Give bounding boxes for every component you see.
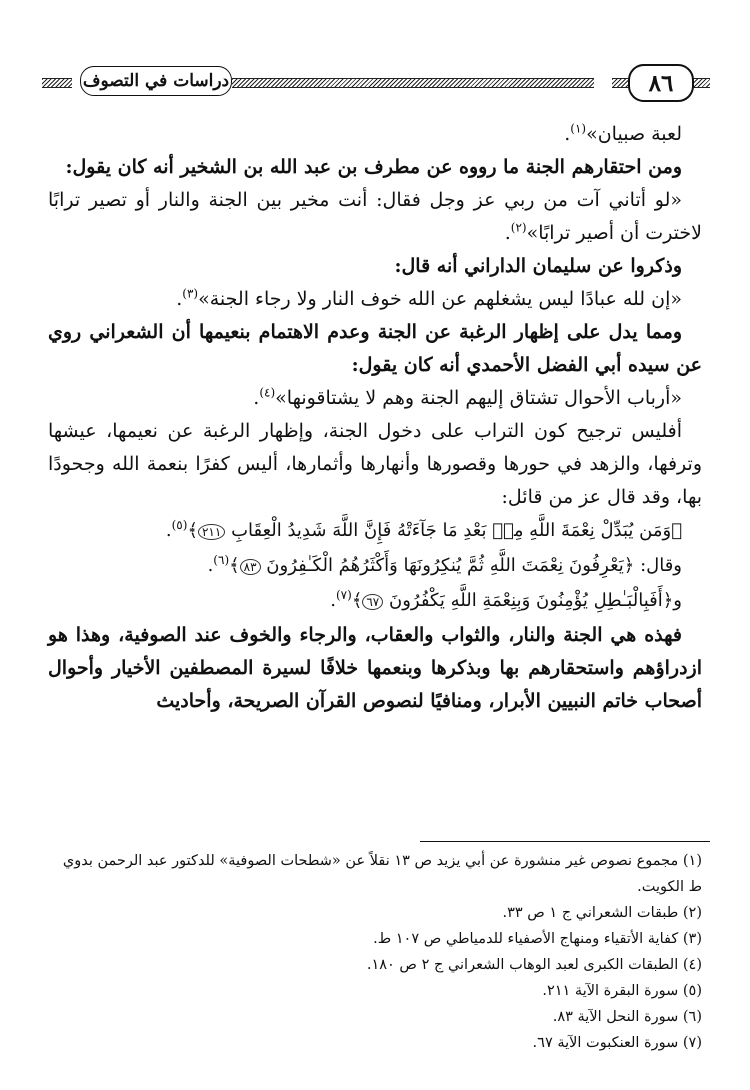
page-number: ٨٦ bbox=[628, 64, 694, 102]
footnote: (٧) سورة العنكبوت الآية ٦٧. bbox=[532, 1035, 702, 1051]
paragraph: لعبة صبيان»$^{(١)}$. bbox=[564, 121, 682, 145]
paragraph: وذكروا عن سليمان الداراني أنه قال: bbox=[394, 255, 682, 277]
footnote-ref: (٤) bbox=[259, 385, 276, 400]
running-header bbox=[42, 69, 710, 110]
header-ornament-middle bbox=[232, 78, 594, 88]
verse-text: ﴿أَفَبِالْبَـٰطِلِ يُؤْمِنُونَ وَبِنِعْمَةِ اللَّهِ يَكْفُرُونَ bbox=[388, 590, 674, 611]
verse-prefix: وقال: bbox=[640, 555, 682, 576]
footnote: (١) مجموع نصوص غير منشورة عن أبي يزيد ص ١٣ نقلاً عن «شطحات الصوفية» للدكتور عبد الرحمن بدوي ط الكويت. bbox=[62, 853, 702, 895]
paragraph-text: لعبة صبيان» bbox=[586, 123, 682, 145]
paragraph: «أرباب الأحوال تشتاق إليهم الجنة وهم لا يشتاقونها»$^{(٤)}$. bbox=[253, 385, 682, 409]
footnote-ref: (٥) bbox=[171, 518, 188, 532]
paragraph-text: «لو أتاني آت من ربي عز وجل فقال: أنت مخير بين الجنة والنار أو تصير ترابًا لاخترت أن أصير ترابًا» bbox=[48, 189, 702, 244]
verse-prefix: و bbox=[673, 590, 682, 611]
header-ornament-left bbox=[42, 78, 72, 88]
ayah-number: ٨٣ bbox=[240, 559, 261, 575]
footnote: (٢) طبقات الشعراني ج ١ ص ٣٣. bbox=[502, 905, 702, 921]
paragraph-text: «أرباب الأحوال تشتاق إليهم الجنة وهم لا يشتاقونها» bbox=[275, 387, 682, 409]
verse-text: ﴿يَعْرِفُونَ نِعْمَتَ اللَّهِ ثُمَّ يُنكِرُونَهَا وَأَكْثَرُهُمُ الْكَـٰفِرُونَ bbox=[266, 555, 635, 576]
paragraph: «لو أتاني آت من ربي عز وجل فقال: أنت مخير بين الجنة والنار أو تصير ترابًا لاخترت أن أصير ترابًا»$^{(٢)}$. bbox=[48, 189, 702, 244]
footnote: (٤) الطبقات الكبرى لعبد الوهاب الشعراني ج ٢ ص ١٨٠. bbox=[366, 957, 702, 973]
quran-verse: و﴿أَفَبِالْبَـٰطِلِ يُؤْمِنُونَ وَبِنِعْمَةِ اللَّهِ يَكْفُرُونَ ٦٧﴾$^{(٧)}$. bbox=[330, 588, 682, 611]
footnote-ref: (٦) bbox=[213, 553, 230, 567]
quran-verse: وقال: ﴿يَعْرِفُونَ نِعْمَتَ اللَّهِ ثُمَّ يُنكِرُونَهَا وَأَكْثَرُهُمُ الْكَـٰفِرُونَ ٨٣﴾$^{(٦)}$. bbox=[207, 553, 682, 576]
quran-verse: ﴿وَمَن يُبَدِّلْ نِعْمَةَ اللَّهِ مِنۢ بَعْدِ مَا جَآءَتْهُ فَإِنَّ اللَّهَ شَدِيدُ الْعِقَابِ ٢١١﴾$^{(٥)}$. bbox=[165, 518, 682, 541]
paragraph: «إن لله عبادًا ليس يشغلهم عن الله خوف النار ولا رجاء الجنة»$^{(٣)}$. bbox=[176, 286, 682, 310]
footnote-ref: (٧) bbox=[335, 588, 352, 602]
verse-text: ﴿وَمَن يُبَدِّلْ نِعْمَةَ اللَّهِ مِنۢ بَعْدِ مَا جَآءَتْهُ فَإِنَّ اللَّهَ شَدِيدُ الْعِقَابِ bbox=[231, 520, 682, 541]
footnote-ref: (٣) bbox=[182, 286, 199, 301]
paragraph: أفليس ترجيح كون التراب على دخول الجنة، وإظهار الرغبة عن نعيمها، عيشها وترفها، والزهد في حورها وقصورها وأنهارها وأثمارها، أليس كفرًا بنعمة الله وجحودًا بها، وقد قال عز من قائل: bbox=[48, 420, 702, 508]
paragraph-text: «إن لله عبادًا ليس يشغلهم عن الله خوف النار ولا رجاء الجنة» bbox=[198, 288, 682, 310]
footnote-ref: (٢) bbox=[510, 220, 527, 235]
paragraph: فهذه هي الجنة والنار، والثواب والعقاب، والرجاء والخوف عند الصوفية، وهذا هو ازدراؤهم واستحقارهم بها وبذكرها وبنعمها خلافًا لسيرة المصطفين الأخيار وأحوال أصحاب خاتم النبيين الأبرار، ومنافيًا لنصوص القرآن الصريحة، وأحاديث bbox=[48, 624, 702, 712]
ayah-number: ٢١١ bbox=[198, 524, 225, 540]
paragraph: ومن احتقارهم الجنة ما رووه عن مطرف بن عبد الله بن الشخير أنه كان يقول: bbox=[65, 156, 682, 178]
footnote-ref: (١) bbox=[570, 121, 587, 136]
footnote: (٣) كفاية الأتقياء ومنهاج الأصفياء للدمياطي ص ١٠٧ ط. bbox=[373, 931, 702, 947]
footnote: (٥) سورة البقرة الآية ٢١١. bbox=[542, 983, 702, 999]
main-text bbox=[48, 118, 702, 718]
footnotes bbox=[48, 848, 702, 1056]
running-title: دراسات في التصوف bbox=[80, 66, 232, 96]
footnote: (٦) سورة النحل الآية ٨٣. bbox=[552, 1009, 702, 1025]
ayah-number: ٦٧ bbox=[362, 594, 383, 610]
footnote-separator bbox=[420, 841, 710, 842]
paragraph: ومما يدل على إظهار الرغبة عن الجنة وعدم الاهتمام بنعيمها أن الشعراني روي عن سيده أبي الفضل الأحمدي أنه كان يقول: bbox=[48, 321, 702, 376]
